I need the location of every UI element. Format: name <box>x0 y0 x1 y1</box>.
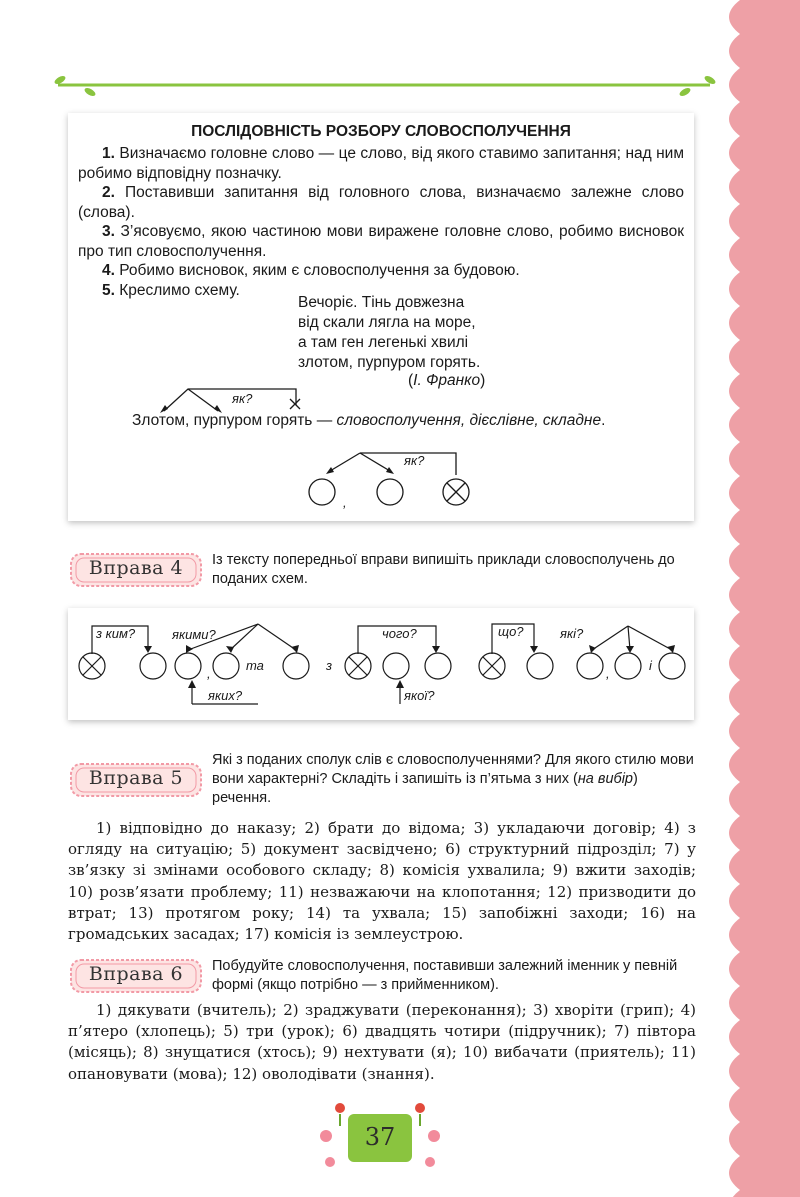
rule-step-5: 5. Креслимо схему. <box>102 281 240 299</box>
poem-line: від скали лягла на море, <box>298 314 476 331</box>
page-number: 37 <box>364 1123 396 1151</box>
exercise-4-badge <box>68 551 204 589</box>
poem <box>298 293 480 373</box>
exercise-6-body: 1) дякувати (вчитель); 2) зраджувати (переконання); 3) хворіти (грип); 4) п’ятеро (хлопець); 5) три (урок); 6) двадцять чотири (підручник); 7) півтора (місяць); 8) знущатися (хтось); 9) нехтувати (я); 10) вибачати (приятель); 11) опановувати (мова); 12) оволодівати (знання). <box>68 1001 696 1083</box>
exercise-5-label: Вправа 5 <box>88 767 184 789</box>
poem-line: Вечоріє. Тінь довжезна <box>298 294 465 311</box>
exercise-5-badge <box>68 761 204 799</box>
exercise-4-label: Вправа 4 <box>88 557 184 579</box>
exercise-6-badge <box>68 957 204 995</box>
schemes-box <box>68 608 694 720</box>
poem-author: (І. Франко) <box>408 372 486 389</box>
q-yaki: які? <box>560 626 584 641</box>
example-sentence: Злотом, пурпуром горять — словосполучення, дієслівне, складне. <box>132 412 606 429</box>
rule-scheme-comma: , <box>343 495 347 510</box>
exercise-5-body: 1) відповідно до наказу; 2) брати до відома; 3) укладаючи договір; 4) з огляду на ситуацію; 5) документ засвідчено; 6) структурний підрозділ; 7) у зв’язку зі змінами особового складу; 8) комісія ухвалила; 9) вжити заходів; 10) розв’язати проблему; 11) незважаючи на клопотання; 12) призводити до втрат; 13) протягом року; 14) та ухвала; 15) запобіжні заходи; 16) на громадських засадах; 17) комісія із землеустрою. <box>68 819 696 944</box>
exercise-5-task: Які з поданих сполук слів є словосполученнями? Для якого стилю мови вони характерні? Складіть і запишіть із п’ятьма з них (на вибір) речення. <box>212 752 694 806</box>
q-choho: чого? <box>382 626 417 641</box>
rule-scheme-question: як? <box>404 453 425 468</box>
ta-label: та <box>246 658 264 673</box>
comma: , <box>207 666 211 681</box>
rule-steps <box>78 144 684 300</box>
i-label: і <box>649 658 652 673</box>
z-label: з <box>326 658 333 673</box>
rule-box <box>68 113 694 521</box>
exercise-4-task: Із тексту попередньої вправи випишіть приклади словосполучень до поданих схем. <box>212 552 675 587</box>
q-shcho: що? <box>498 624 524 639</box>
rule-title: ПОСЛІДОВНІСТЬ РОЗБОРУ СЛОВОСПОЛУЧЕННЯ <box>191 123 571 140</box>
comma-2: , <box>606 666 610 681</box>
rule-step-3: 3. З’ясовуємо, якою частиною мови виражене головне слово, робимо висновок про тип словосполучення. <box>78 223 684 260</box>
poem-line: а там ген легенькі хвилі <box>298 334 469 351</box>
example-question: як? <box>232 391 253 406</box>
exercise-6-task: Побудуйте словосполучення, поставивши залежний іменник у певній формі (якщо потрібно — з прийменником). <box>212 958 678 993</box>
poem-line: злотом, пурпуром горять. <box>298 354 481 371</box>
rule-scheme <box>298 443 478 513</box>
q-yakykh: яких? <box>208 688 243 703</box>
q-yakymy: якими? <box>172 627 216 642</box>
decorative-pink-edge <box>718 0 800 1197</box>
exercise-6-label: Вправа 6 <box>88 963 184 985</box>
rule-step-1: 1. Визначаємо головне слово — це слово, від якого ставимо запитання; над ним робимо відповідну позначку. <box>78 145 684 182</box>
decorative-vine-line <box>50 70 720 100</box>
schemes-drawing <box>68 608 694 720</box>
rule-step-2: 2. Поставивши запитання від головного слова, визначаємо залежне слово (слова). <box>78 184 684 221</box>
rule-step-4: 4. Робимо висновок, яким є словосполучення за будовою. <box>102 262 520 279</box>
q-s-kym: з ким? <box>96 626 136 641</box>
q-yakoi: якої? <box>404 688 435 703</box>
